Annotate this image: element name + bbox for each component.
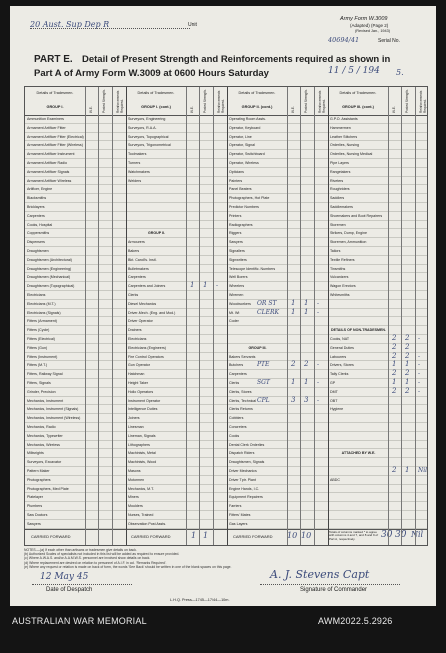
tradesman-name: Fitters' Mates xyxy=(229,513,251,517)
tradesman-name: Cooks, Hospital xyxy=(27,222,53,227)
tradesman-name: Surveyors, Engineering xyxy=(128,117,166,121)
tradesman-name: Armament Artificer Radio xyxy=(27,161,67,165)
tradesman-name: Operator, Keyboard xyxy=(229,125,261,130)
tradesman-name: Opticians xyxy=(229,169,244,174)
tradesman-name: Wheelers xyxy=(229,284,245,289)
handwritten-entry: 2 xyxy=(405,334,410,342)
tradesman-name: Motormen xyxy=(128,477,145,482)
cf-g2-ps: 1 xyxy=(203,531,209,540)
title-line1: Detail of Present Strength and Reinforcements required as shown in xyxy=(82,54,391,65)
tradesman-name: Draughtsmen, Signals xyxy=(229,460,265,465)
tradesman-name: DMT xyxy=(330,389,338,394)
handwritten-entry: OR ST xyxy=(257,299,277,307)
tradesman-name: Textile Refiners xyxy=(330,257,355,262)
despatch-date-handwritten: 12 May 45 xyxy=(40,572,89,582)
tradesman-name: Fire Control Operators xyxy=(128,354,164,359)
tradesman-name: Roughriders xyxy=(330,187,350,192)
col-header-tradesmen: Details of Tradesmen. xyxy=(339,91,377,95)
col-header-small: Reinforcements Required. xyxy=(318,90,326,113)
tradesman-name: Diesel Mechanics xyxy=(128,301,157,306)
tradesman-name: Joiners xyxy=(128,416,140,421)
tradesman-name: Armament Artificer Signals xyxy=(27,169,70,174)
tradesman-name: Blacksmiths xyxy=(27,196,47,201)
unit-line xyxy=(30,28,190,29)
handwritten-entry: 2 xyxy=(291,360,296,369)
form-ref-1: Army Form W.3009 xyxy=(340,16,388,22)
tradesman-name: Bakers xyxy=(128,249,140,253)
tradesman-name: Bricklayers xyxy=(27,205,45,209)
handwritten-entry: PTE xyxy=(257,361,270,369)
handwritten-entry: - xyxy=(317,299,320,307)
tradesman-name: Coppersmiths xyxy=(27,231,50,236)
tradesman-name: Hatchman xyxy=(128,372,145,377)
tradesman-name: Fitters (Cycle) xyxy=(27,328,50,333)
tradesman-name: Saddlers xyxy=(330,196,345,201)
tradesman-name: Photographers, Hot Plate xyxy=(229,196,270,201)
tradesman-name: Masons xyxy=(128,469,141,473)
tradesman-name: Photographers xyxy=(27,477,51,482)
tradesman-name: Fitters, Railway Signal xyxy=(27,372,63,377)
tradesman-name: Gun Operator xyxy=(128,363,150,368)
tradesman-name: Lineman, Signals xyxy=(128,433,156,438)
col-header-small: Reinforcements Required. xyxy=(419,90,427,113)
cf-g3-we: 10 xyxy=(287,531,298,540)
handwritten-entry: - xyxy=(418,335,421,342)
archive-credit: AUSTRALIAN WAR MEMORIAL xyxy=(12,616,147,626)
tradesman-name: Machinists, Wood xyxy=(128,460,157,465)
tradesman-name: Electricians (Signals) xyxy=(27,310,61,315)
tradesman-name: Mt. Wt xyxy=(229,310,240,315)
group-divider xyxy=(328,87,329,545)
tradesman-name: Armament Artificer Fitter (Wireless) xyxy=(27,143,83,148)
tradesman-name: Vulcanizers xyxy=(330,275,349,280)
tradesman-name: Storemen, Ammunition xyxy=(330,240,367,245)
tradesman-name: Orderlies, Nursing xyxy=(330,143,359,148)
col-header-small: Posted Strength. xyxy=(203,89,207,113)
title-year-handwritten: 5. xyxy=(396,68,404,77)
tradesman-name: Saddlemakers xyxy=(330,205,353,209)
handwritten-entry: 1 xyxy=(304,378,309,386)
tradesman-name: Printers xyxy=(229,213,242,218)
tradesman-name: Draughtsmen (Mechanical) xyxy=(27,275,71,280)
handwritten-entry: - xyxy=(418,387,421,395)
tradesman-name: Fitters (Instrument) xyxy=(27,354,58,359)
col-header-tradesmen: Details of Tradesmen. xyxy=(36,91,74,95)
tradesman-name: Tinsmiths xyxy=(330,266,346,271)
col-header-small: Posted Strength. xyxy=(304,89,308,113)
tradesman-name: Draughtsmen (Engineering) xyxy=(27,266,72,271)
tradesman-name: Pattern Maker xyxy=(27,469,50,473)
handwritten-entry: - xyxy=(418,361,421,369)
tradesman-name: Signwriters xyxy=(229,257,247,262)
column-divider xyxy=(98,87,99,545)
tradesman-name: OBT xyxy=(330,398,338,403)
note-line: (b) Authorized Scales of specialists not included in this list will be added as required to ensure provided. xyxy=(24,552,180,557)
tradesman-name: Draughtsmen xyxy=(27,249,49,253)
handwritten-entry: 2 xyxy=(405,342,410,351)
tradesman-name: Gas Layers xyxy=(229,521,248,526)
column-divider xyxy=(186,87,187,545)
serial-label: Serial No. xyxy=(378,38,400,44)
col-header-small: Reinforcements Required. xyxy=(116,90,124,113)
tradesman-name: Armament Artificer Wireless xyxy=(27,178,72,183)
column-divider xyxy=(199,87,200,545)
tradesman-name: Cobblers xyxy=(229,416,244,421)
form-ref-3: (Revised Jan., 1943) xyxy=(355,29,391,33)
tradesman-name: Mechanics, Instrument (Signals) xyxy=(27,407,79,412)
handwritten-entry: 2 xyxy=(304,360,309,369)
tradesman-name: Sawyers xyxy=(27,521,41,526)
handwritten-entry: 1 xyxy=(291,307,296,316)
tradesman-name: GROUP II. xyxy=(147,231,166,236)
tradesman-name: Grinder, Precision xyxy=(27,389,56,394)
tradesman-name: Hygiene xyxy=(330,407,344,412)
form-sheet xyxy=(10,6,436,606)
handwritten-entry: - xyxy=(216,282,219,290)
handwritten-entry: - xyxy=(317,308,320,316)
tradesman-name: Operating Room Assts. xyxy=(229,117,266,121)
tradesman-name: Moulders xyxy=(128,504,143,509)
tradesman-name: Leather Stitchers xyxy=(330,134,358,139)
group-header: GROUP I. xyxy=(46,105,64,109)
unit-label: Unit xyxy=(188,22,197,28)
tradesman-name: Driver-Mech. (Eng. and Mod.) xyxy=(128,310,176,315)
handwritten-entry: CPL xyxy=(257,396,270,404)
tradesman-name: GP xyxy=(330,381,336,385)
tradesman-name: Hollo Operators xyxy=(128,389,154,394)
handwritten-entry: 2 xyxy=(392,342,397,351)
tradesman-name: Equipment Repairers xyxy=(229,495,263,500)
tradesman-name: Operator, Line xyxy=(229,134,252,139)
column-divider xyxy=(314,87,315,545)
handwritten-entry: 1 xyxy=(190,281,195,290)
tradesman-name: Predictor Numbers xyxy=(229,205,259,209)
handwritten-entry: 1 xyxy=(405,378,410,386)
despatch-line xyxy=(32,584,132,585)
handwritten-entry: - xyxy=(317,396,320,404)
tradesman-name: Labourers xyxy=(330,354,347,359)
column-divider xyxy=(85,87,86,545)
handwritten-entry: 1 xyxy=(392,378,397,386)
tradesman-name: Fitters (M.T.) xyxy=(27,363,48,368)
tradesman-name: Carpenters xyxy=(128,275,146,280)
tradesman-name: Painters xyxy=(229,178,243,183)
tradesman-name: Fitters, Signals xyxy=(27,381,51,385)
tradesman-name: Riggers xyxy=(229,231,242,236)
tradesman-name: Mechanics, M.T. xyxy=(128,486,154,491)
tradesman-name: Machinists, Metal xyxy=(128,451,156,456)
tradesman-name: Dispatch Riders xyxy=(229,451,255,456)
tradesman-name: Draughtsmen (Topographical) xyxy=(27,284,75,289)
tradesman-name: Clerks, Technical xyxy=(229,398,257,403)
handwritten-entry: 2 xyxy=(392,351,397,360)
tradesman-name: Driver Mechanics xyxy=(229,469,257,473)
tradesman-name: Bakers Servants xyxy=(229,354,256,359)
tradesman-name: Intelligence Duties xyxy=(128,407,158,412)
handwritten-entry: 3 xyxy=(304,395,309,404)
tradesman-name: Orderlies, Nursing Medical xyxy=(330,152,373,157)
tradesman-name: Riveters xyxy=(330,178,344,183)
form-ref-2: (Adapted) (Page 2) xyxy=(350,23,389,28)
handwritten-entry: 2 xyxy=(392,334,397,342)
tradesman-name: Platelayer xyxy=(27,495,43,500)
col-header-small: Posted Strength. xyxy=(405,89,409,113)
cf-g4-we: 30 xyxy=(381,530,393,540)
tradesman-name: Whitesmiths xyxy=(330,293,350,297)
tradesman-name: Cooks, NAT xyxy=(330,337,350,341)
tradesman-name: Sawyers xyxy=(229,240,243,245)
column-divider xyxy=(300,87,301,545)
cf-g3-ps: 10 xyxy=(301,531,312,540)
cf-label-3: CARRIED FORWARD xyxy=(233,534,273,539)
tradesman-name: Mechanics, Typewriter xyxy=(27,433,63,438)
col-header-tradesmen: Details of Tradesmen. xyxy=(238,91,276,95)
handwritten-entry: 1 xyxy=(304,307,309,316)
tradesman-name: Wagon Erectors xyxy=(330,284,356,289)
handwritten-entry: 1 xyxy=(392,360,397,369)
tradesman-name: Telescope Identific. Numbers xyxy=(229,266,276,271)
tradesman-name: Draughtsmen (Architectural) xyxy=(27,257,72,262)
tradesman-name: DETAILS OF NON-TRADESMEN. xyxy=(330,328,387,333)
cf-label-2: CARRIED FORWARD xyxy=(131,534,171,539)
part-label: PART E. xyxy=(34,54,73,65)
notes-block xyxy=(24,548,424,569)
cf-label-1: CARRIED FORWARD xyxy=(31,534,71,539)
tradesman-name: Driver Tptr. Plant xyxy=(229,477,256,482)
tradesman-name: Radiographers xyxy=(229,222,253,227)
tradesman-name: Miners xyxy=(128,495,139,500)
handwritten-entry: 1 xyxy=(291,298,296,307)
handwritten-entry: CLERK xyxy=(257,308,279,316)
handwritten-entry: Nil xyxy=(418,467,428,474)
tradesman-name: Engine Hands, I.C. xyxy=(229,486,260,491)
tradesman-name: Welders xyxy=(128,178,142,183)
tradesman-name: Fitters (Armament) xyxy=(27,319,57,324)
col-header-small: W.E. xyxy=(190,106,194,113)
tradesman-name: ATTACHED BY W.E. xyxy=(341,451,376,456)
printer-line: L.H.Q. Press—1745—17/44—10m. xyxy=(170,598,230,602)
tradesman-name: Surveyors, Topographical xyxy=(128,134,169,139)
tradesman-name: Drainers xyxy=(128,328,142,333)
tradesman-name: Electricians (M.T.) xyxy=(27,301,56,306)
tradesman-name: Armament Artificer Fitter xyxy=(27,125,66,130)
tradesman-name: Electricians xyxy=(128,337,147,341)
tradesman-name: Mechanics, Instrument (Wireless) xyxy=(27,416,81,421)
tradesman-name: Mechanics, Instrument xyxy=(27,398,64,403)
tradesman-name: Clerks Returns xyxy=(229,407,253,412)
tradesman-name: Surveyors, Excavator xyxy=(27,460,62,465)
group-divider xyxy=(227,87,228,545)
handwritten-entry: 2 xyxy=(405,351,410,360)
cf-g4-rr: Nil xyxy=(411,530,424,539)
title-date-handwritten: 11 / 5 / 194 xyxy=(328,66,380,76)
handwritten-entry: 1 xyxy=(405,466,410,474)
cf-g4-ps: 30 xyxy=(395,530,407,540)
tradesman-name: Dental Clerk Orderlies xyxy=(229,442,265,447)
col-header-small: W.E. xyxy=(89,106,93,113)
tradesman-name: Electricians xyxy=(27,293,46,297)
cf-totals-note: Totals of columns marked * to agree with columns 4 and 7, and 8 and 9 of Part A, respectively. xyxy=(329,530,379,541)
note-line: (c) Where A.W.A.S. and/or A.A.M.W.S. personnel are involved show details on back. xyxy=(24,556,151,561)
tradesman-name: ABDC xyxy=(330,477,340,482)
tradesman-name: Carpenters and Joiners xyxy=(128,284,166,289)
handwritten-entry: 1 xyxy=(405,360,410,369)
tradesman-name: Electricians (Engineers) xyxy=(128,345,166,350)
tradesman-name: Surveyors, R.A.A. xyxy=(128,125,157,130)
tradesman-name: Clerks xyxy=(128,293,139,297)
tradesman-name: Surveyors, Trigonometrical xyxy=(128,143,171,148)
handwritten-entry: 2 xyxy=(392,369,397,378)
tradesman-name: Carpenters xyxy=(229,372,247,377)
tradesman-name: Cooks xyxy=(229,433,240,438)
tradesman-name: Driver Operator xyxy=(128,319,153,324)
tradesman-name: Observation Post Assts. xyxy=(128,521,167,526)
tradesman-name: Woodworkers xyxy=(229,301,251,306)
column-divider xyxy=(213,87,214,545)
tradesman-name: Armament Artificer Fitter (Electrical) xyxy=(27,134,84,139)
tradesman-name: Tally Clerks xyxy=(330,372,349,377)
cf-g2-we: 1 xyxy=(191,531,197,540)
tradesman-name: Signallers xyxy=(229,249,245,253)
tradesman-name: Clerks xyxy=(229,381,240,385)
tradesman-name: Linesman xyxy=(128,425,144,429)
signature-label: Signature of Commander xyxy=(300,587,368,593)
title-line2: Part A of Army Form W.3009 at 0600 Hours Saturday xyxy=(34,68,269,79)
tradesman-name: Panel Beaters xyxy=(229,187,252,192)
archive-id: AWM2022.5.2926 xyxy=(318,616,393,626)
tradesman-name: Height Taker xyxy=(128,381,149,385)
handwritten-entry: - xyxy=(317,379,320,386)
tradesman-name: Instrument Operator xyxy=(128,398,161,403)
tradesman-name: Carpenters xyxy=(27,213,45,218)
tradesman-name: Lithographers xyxy=(128,442,150,447)
tradesman-name: Drivers, Stores xyxy=(330,363,354,368)
tradesman-name: Watchmakers xyxy=(128,169,150,174)
tradesman-name: Coder xyxy=(229,319,239,324)
signature-line xyxy=(260,584,400,585)
tradesman-name: Strikers, Dump, Engine xyxy=(330,231,367,236)
tradesman-name: Ammunition Examiners xyxy=(27,117,64,121)
tradesman-name: G.P.O. Assistants xyxy=(330,117,358,121)
tradesman-name: Plumbers xyxy=(27,504,43,509)
tradesman-name: Dispensers xyxy=(27,240,45,245)
note-line: NOTES.—(a) If each other than artisans or tradesmen give details on back. xyxy=(24,548,137,552)
col-header-small: Reinforcements Required. xyxy=(217,90,225,113)
column-divider xyxy=(112,87,113,545)
handwritten-entry: - xyxy=(418,352,421,360)
handwritten-entry: - xyxy=(317,361,320,369)
serial-handwritten: 40694/41 xyxy=(328,36,360,44)
handwritten-entry: - xyxy=(418,379,421,386)
handwritten-entry: 2 xyxy=(405,386,410,395)
handwritten-entry: 1 xyxy=(203,281,208,290)
tradesman-name: Mechanics, Radio xyxy=(27,425,56,429)
tradesman-name: Photographers, Med Plate xyxy=(27,486,69,491)
tradesman-name: General Duties xyxy=(330,345,354,350)
tradesman-name: Wiremen xyxy=(229,293,244,297)
col-header-small: W.E. xyxy=(291,106,295,113)
tradesman-name: Well Borers xyxy=(229,275,248,280)
tradesman-name: Armourers xyxy=(128,240,145,245)
tradesman-name: Operator, Switchboard xyxy=(229,152,265,157)
tradesman-name: Hammermen xyxy=(330,125,351,130)
column-divider xyxy=(388,87,389,545)
group-divider xyxy=(126,87,127,545)
tradesman-name: GROUP III. xyxy=(248,345,267,350)
handwritten-entry: SGT xyxy=(257,379,270,386)
col-header-tradesmen: Details of Tradesmen. xyxy=(137,91,175,95)
note-line: (e) Where any request or relation is made on back of form, the words 'See Back' should be written in one of the blank spaces on this page. xyxy=(24,564,232,569)
despatch-label: Date of Despatch xyxy=(46,587,93,593)
tradesman-name: Millwrights xyxy=(27,451,44,456)
column-divider xyxy=(415,87,416,545)
handwritten-entry: 1 xyxy=(291,378,296,386)
tradesman-name: Tailors xyxy=(330,249,341,253)
group-header: GROUP I. (cont.) xyxy=(141,105,171,109)
tradesman-name: Operator, Wireless xyxy=(229,161,259,165)
tradesman-name: Fitters (Gun) xyxy=(27,345,48,350)
strength-table xyxy=(24,86,428,546)
column-divider xyxy=(287,87,288,545)
handwritten-entry: 1 xyxy=(304,298,309,307)
tradesman-name: Rangetakers xyxy=(330,169,351,174)
signature-handwritten: A. J. Stevens Capt xyxy=(270,568,370,581)
handwritten-entry: 2 xyxy=(405,369,410,378)
tradesman-name: Turners xyxy=(128,161,141,165)
tradesman-name: Concreters xyxy=(229,425,247,429)
tradesman-name: Pipe Layers xyxy=(330,161,349,165)
group-header: GROUP III. (cont.) xyxy=(342,105,374,109)
tradesman-name: Toolmakers xyxy=(128,152,147,157)
tradesman-name: Armament Artificer Instrument xyxy=(27,152,75,157)
tradesman-name: Butchers xyxy=(229,363,244,368)
note-line: (d) Where replacement are desired on relation to personnel of A.I.F. in col. 'Remarks Required'. xyxy=(24,560,167,565)
handwritten-entry: 2 xyxy=(392,466,397,474)
tradesman-name: Fitters (Electrical) xyxy=(27,337,55,341)
tradesman-name: Nurses, Trained xyxy=(128,513,154,517)
handwritten-entry: 2 xyxy=(392,386,397,395)
col-header-small: W.E. xyxy=(392,106,396,113)
handwritten-entry: - xyxy=(418,370,421,378)
tradesman-name: Bulletmakers xyxy=(128,266,149,271)
handwritten-entry: 3 xyxy=(291,395,296,404)
tradesman-name: Shoemakers and Boot Repairers xyxy=(330,213,383,218)
tradesman-name: Storemen xyxy=(330,222,346,227)
tradesman-name: Mechanics, Wireless xyxy=(27,442,60,447)
tradesman-name: Operator, Signal xyxy=(229,143,255,148)
group-header: GROUP II. (cont.) xyxy=(241,105,273,109)
tradesman-name: Clerks, Stores xyxy=(229,389,252,394)
tradesman-name: Farriers xyxy=(229,504,242,509)
tradesman-name: Artificer, Engine xyxy=(27,187,53,192)
column-divider xyxy=(401,87,402,545)
tradesman-name: Bkt. Candl's. Instl. xyxy=(128,257,157,262)
tradesman-name: Saw Doctors xyxy=(27,513,48,517)
col-header-small: Posted Strength. xyxy=(102,89,106,113)
unit-handwritten: 20 Aust. Sup Dep R xyxy=(30,20,110,29)
